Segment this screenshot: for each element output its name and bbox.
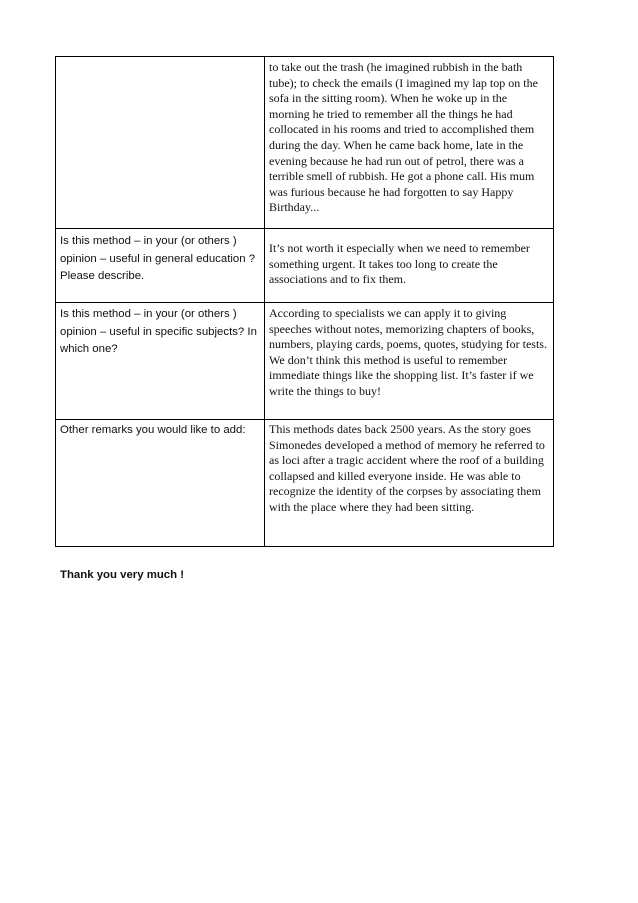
answer-cell xyxy=(265,229,554,303)
answer-cell xyxy=(265,420,554,547)
answer-paragraph: It’s not worth it especially when we need to remember something urgent. It takes too long to create the associations and to fix them. xyxy=(269,241,530,287)
table-row xyxy=(56,303,554,420)
answer-paragraph: We don’t think this method is useful to remember immediate things like the shopping list. It’s faster if we write the things to buy! xyxy=(269,352,534,398)
table-row xyxy=(56,229,554,303)
question-cell: Is this method – in your (or others ) opinion – useful in general education ? Please describe. xyxy=(56,229,265,303)
answer-paragraph: to take out the trash (he imagined rubbish in the bath tube); to check the emails (I imagined my lap top on the sofa in the sitting room). When he woke up in the morning he tried to remember all the things he had collocated in his rooms and tried to accomplished them during the day. When he came back home, late in the evening because he had run out of petrol, there was a terrible smell of rubbish. He got a phone call. His mum was furious because he had forgotten to say Happy Birthday... xyxy=(269,60,538,215)
answer-cell xyxy=(265,57,554,229)
answer-paragraph: According to specialists we can apply it to giving speeches without notes, memorizing chapters of books, numbers, playing cards, poems, quotes, studying for tests. xyxy=(269,306,547,352)
question-cell: Is this method – in your (or others ) opinion – useful in specific subjects? In which one? xyxy=(56,303,265,420)
question-cell: Other remarks you would like to add: xyxy=(56,420,265,547)
table-row xyxy=(56,57,554,229)
closing-text: Thank you very much ! xyxy=(60,569,185,581)
table-row xyxy=(56,420,554,547)
question-cell xyxy=(56,57,265,229)
questionnaire-table xyxy=(55,56,554,547)
answer-paragraph: This methods dates back 2500 years. As the story goes Simonedes developed a method of memory he referred to as loci after a tragic accident where the roof of a building collapsed and killed everyone inside. He was able to recognize the identity of the corpses by associating them with the place where they had been sitting. xyxy=(269,422,545,514)
answer-cell xyxy=(265,303,554,420)
